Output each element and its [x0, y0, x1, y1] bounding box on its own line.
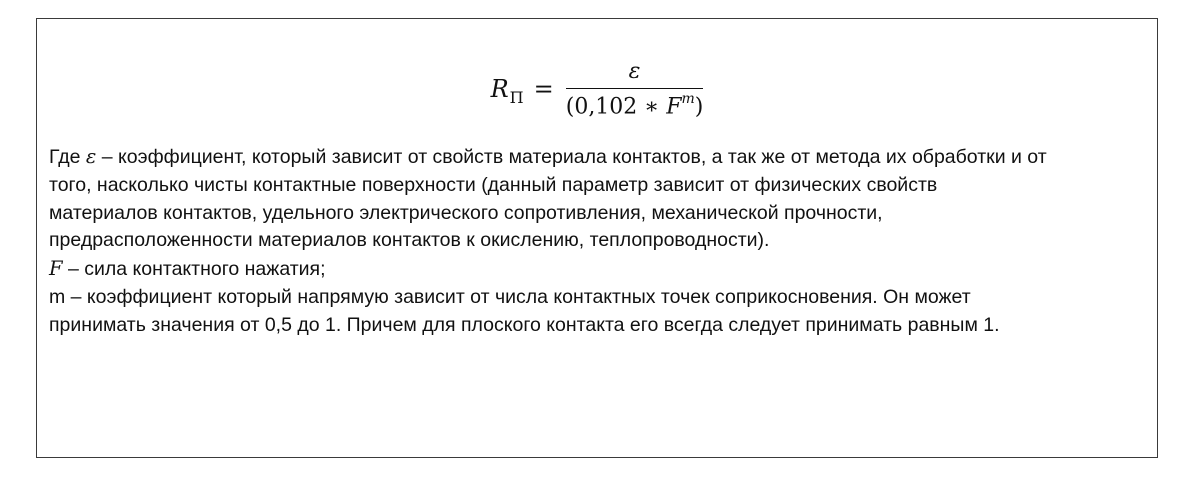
- formula-lhs: [490, 75, 524, 107]
- force-text: – сила контактного нажатия;: [62, 258, 326, 281]
- denominator-exponent: m: [681, 90, 695, 107]
- epsilon-symbol: ε: [85, 145, 97, 168]
- m-definition: m – коэффициент который напрямую зависит от числа контактных точек соприкосновения. Он может принимать значения от 0,5 до 1. Причем для плоского контакта его всегда следует принимать равным 1.: [49, 285, 1000, 336]
- document-frame: [36, 18, 1158, 458]
- denominator-prefix: (0,102 ∗: [565, 94, 667, 120]
- resistance-formula: [37, 49, 1157, 129]
- epsilon-definition: [49, 143, 1049, 255]
- force-definition: [49, 255, 1049, 284]
- formula-lhs-subscript: П: [509, 88, 524, 107]
- denominator-suffix: ): [694, 94, 704, 120]
- denominator-variable: F: [666, 94, 682, 120]
- formula-fraction: [566, 59, 704, 119]
- formula-lhs-symbol: R: [490, 75, 509, 103]
- force-symbol: F: [49, 257, 63, 281]
- epsilon-text: – коэффициент, который зависит от свойств материала контактов, а так же от метода их обработки и от того, насколько чисты контактные поверхности (данный параметр зависит от физических свойств материалов контактов, удельного электрического сопротивления, механической прочности, предрасположенности материалов контактов к окислению, теплопроводности).: [49, 146, 1047, 252]
- definitions-text: [49, 143, 1049, 340]
- formula-denominator: [566, 89, 704, 119]
- epsilon-prefix: Где: [49, 146, 86, 168]
- formula-numerator: ε: [628, 58, 641, 84]
- formula-equals-sign: =: [533, 75, 554, 103]
